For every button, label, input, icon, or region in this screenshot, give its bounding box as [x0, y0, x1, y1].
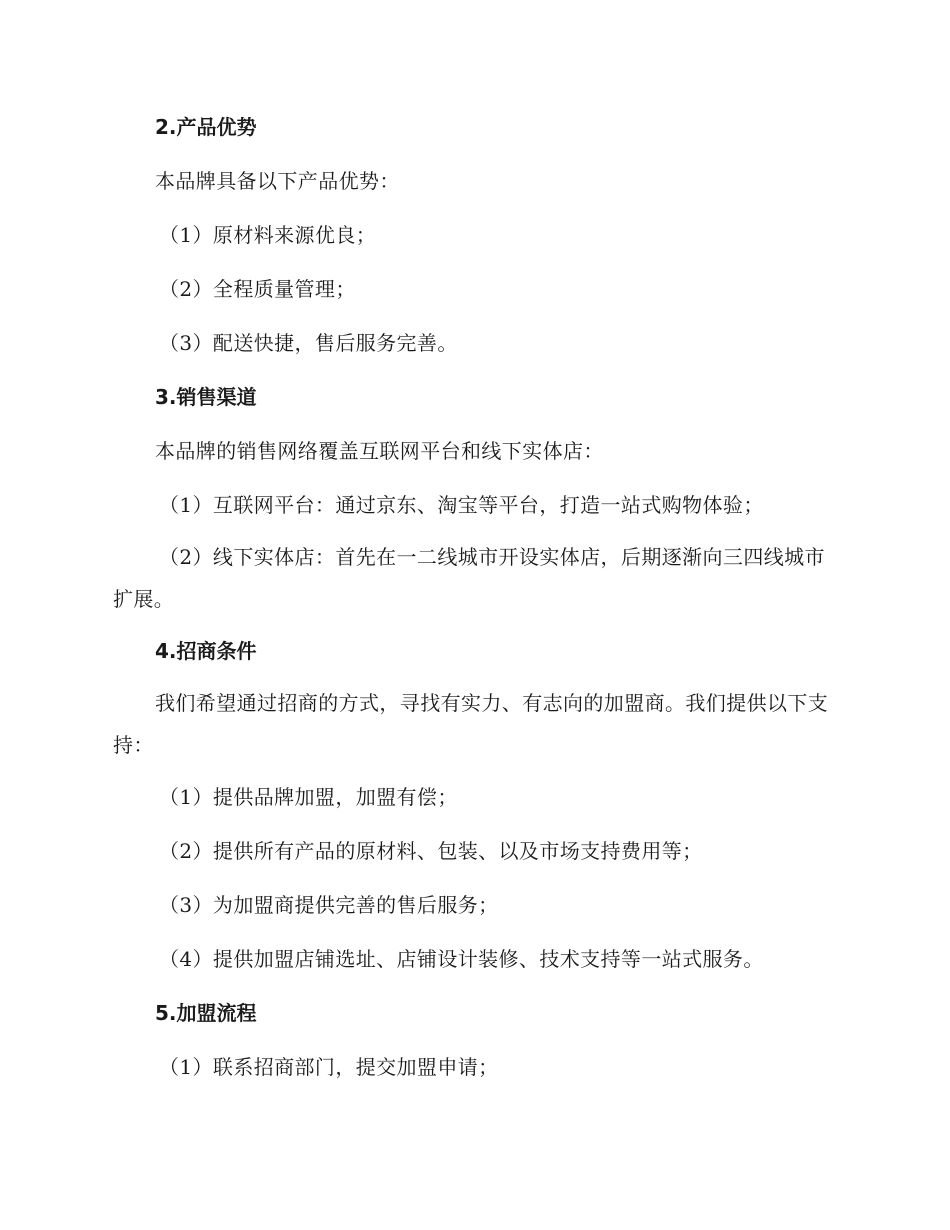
section-intro: 本品牌具备以下产品优势： — [155, 169, 400, 193]
list-item: （3）为加盟商提供完善的售后服务； — [159, 893, 499, 917]
document-page — [113, 104, 833, 1098]
list-item: （4）提供加盟店铺选址、店铺设计装修、技术支持等一站式服务。 — [159, 947, 764, 971]
section-heading-product-advantages: 2.产品优势 — [155, 115, 257, 139]
list-item: （1）联系招商部门，提交加盟申请； — [159, 1055, 499, 1079]
list-item: （2）提供所有产品的原材料、包装、以及市场支持费用等； — [159, 839, 703, 863]
section-intro: 本品牌的销售网络覆盖互联网平台和线下实体店： — [155, 439, 604, 463]
section-heading-franchise-process: 5.加盟流程 — [155, 1001, 257, 1025]
section-heading-sales-channels: 3.销售渠道 — [155, 385, 257, 409]
list-item: （1）原材料来源优良； — [159, 223, 377, 247]
list-item: （1）互联网平台：通过京东、淘宝等平台，打造一站式购物体验； — [159, 493, 764, 517]
list-item: （2）全程质量管理； — [159, 277, 356, 301]
list-item: （1）提供品牌加盟，加盟有偿； — [159, 785, 458, 809]
section-heading-franchise-conditions: 4.招商条件 — [155, 639, 257, 663]
section-intro: 我们希望通过招商的方式，寻找有实力、有志向的加盟商。我们提供以下支持： — [113, 691, 829, 757]
list-item: （3）配送快捷，售后服务完善。 — [159, 331, 458, 355]
list-item: （2）线下实体店：首先在一二线城市开设实体店，后期逐渐向三四线城市扩展。 — [113, 545, 825, 611]
